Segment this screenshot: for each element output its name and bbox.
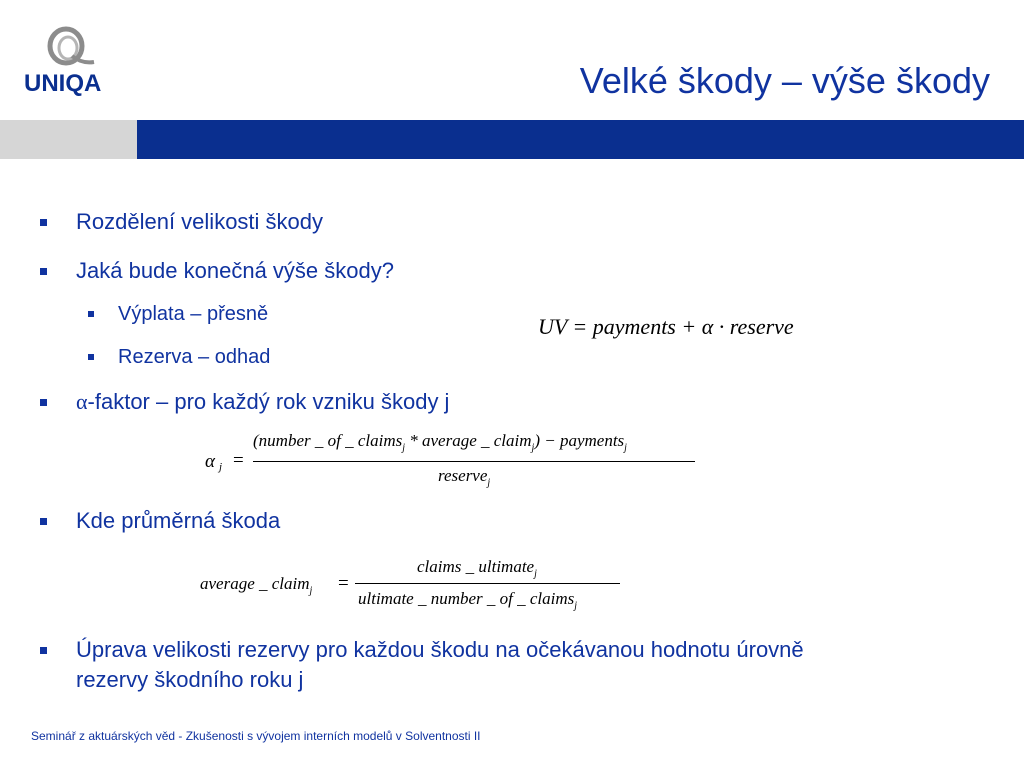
uniqa-logo [20, 22, 120, 102]
avg-lhs [200, 574, 312, 596]
avg-lhs-text: average _ claim [200, 574, 310, 593]
avg-den-text: ultimate _ number _ of _ claims [358, 589, 575, 608]
sub-bullet-text: Rezerva – odhad [118, 346, 271, 368]
alpha-num-sub3: j [624, 442, 627, 454]
avg-num-sub: j [534, 568, 537, 580]
alpha-equals: = [233, 450, 244, 471]
bullet-square-icon [40, 399, 47, 406]
avg-num-text: claims _ ultimate [417, 557, 535, 576]
header-band-grey [0, 120, 137, 159]
alpha-num-part1: (number _ of _ claims [253, 431, 403, 450]
average-claim-formula [200, 556, 640, 616]
alpha-fraction-bar [253, 461, 695, 462]
bullet-text: Rozdělení velikosti škody [76, 209, 324, 234]
header-band-blue [137, 120, 1024, 159]
avg-numerator [417, 557, 537, 579]
alpha-symbol: α [76, 389, 88, 414]
alpha-num-part3: ) − payments [534, 431, 625, 450]
alpha-num-sub2: j [531, 442, 535, 454]
avg-denominator [358, 589, 577, 611]
alpha-den-sub: j [487, 477, 491, 489]
alpha-lhs-sub: j [219, 461, 223, 473]
bullet-square-icon [40, 647, 47, 654]
bullet-square-icon [40, 518, 47, 525]
alpha-num-part2: * average _ claim [405, 431, 532, 450]
footer-text: Seminář z aktuárských věd - Zkušenosti s vývojem interních modelů v Solventnosti II [31, 729, 481, 743]
avg-equals: = [338, 573, 349, 594]
alpha-den-text: reserve [438, 466, 488, 485]
avg-lhs-sub: j [309, 585, 313, 597]
alpha-formula [205, 427, 705, 497]
bullet-text: Jaká bude konečná výše škody? [76, 258, 394, 283]
avg-den-sub: j [574, 600, 578, 612]
uv-formula: UV = payments + α · reserve [538, 314, 794, 339]
alpha-num-sub1: j [402, 442, 405, 454]
avg-fraction-bar [355, 583, 620, 584]
bullet-text-line1: Úprava velikosti rezervy pro každou škodu na očekávanou hodnotu úrovně [76, 637, 804, 662]
alpha-numerator [253, 431, 627, 453]
slide-title: Velké škody – výše škody [579, 60, 990, 101]
bullet-square-icon [88, 354, 94, 360]
bullet-square-icon [88, 311, 94, 317]
bullet-text-rest: -faktor – pro každý rok vzniku škody j [87, 389, 450, 414]
alpha-lhs: α [205, 451, 215, 472]
bullet-text: Kde průměrná škoda [76, 508, 281, 533]
alpha-denominator [438, 466, 490, 488]
sub-bullet-text: Výplata – přesně [118, 303, 269, 325]
bullet-square-icon [40, 219, 47, 226]
bullet-text-line2: rezervy škodního roku j [76, 667, 304, 692]
bullet-square-icon [40, 268, 47, 275]
uniqa-wordmark: UNIQA [24, 70, 102, 97]
bullet-text [76, 388, 449, 415]
